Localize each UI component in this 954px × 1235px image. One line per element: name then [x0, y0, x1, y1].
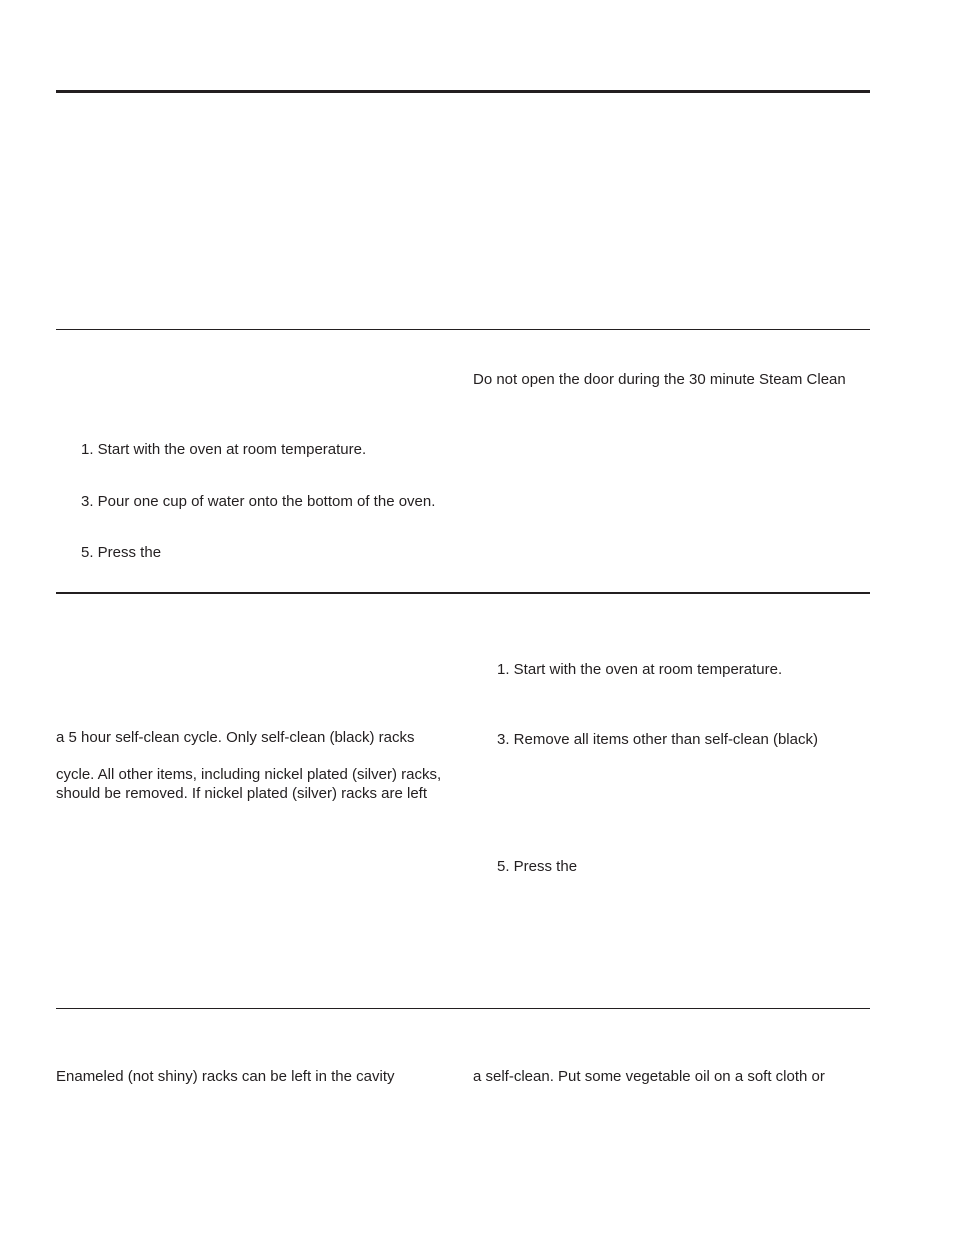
steam-clean-step-3: 3. Pour one cup of water onto the bottom of the oven.: [81, 493, 436, 510]
steam-clean-door-warning: Do not open the door during the 30 minute Steam Clean: [473, 371, 846, 388]
racks-section-rule: [56, 1008, 870, 1009]
self-clean-step-1: 1. Start with the oven at room temperature.: [497, 661, 783, 678]
steam-clean-section-rule: [56, 329, 870, 330]
racks-oil-line: a self-clean. Put some vegetable oil on a soft cloth or: [473, 1068, 825, 1085]
self-clean-step-5: 5. Press the: [497, 858, 578, 875]
self-clean-cycle-line: a 5 hour self-clean cycle. Only self-clean (black) racks: [56, 729, 415, 746]
top-rule: [56, 90, 870, 93]
self-clean-section-rule: [56, 592, 870, 594]
self-clean-items-line: cycle. All other items, including nickel plated (silver) racks,: [56, 766, 442, 783]
racks-enameled-line: Enameled (not shiny) racks can be left in the cavity: [56, 1068, 395, 1085]
self-clean-step-3: 3. Remove all items other than self-clean (black): [497, 731, 818, 748]
steam-clean-step-1: 1. Start with the oven at room temperature.: [81, 441, 367, 458]
steam-clean-step-5: 5. Press the: [81, 544, 162, 561]
self-clean-racks-line: should be removed. If nickel plated (silver) racks are left: [56, 785, 427, 802]
